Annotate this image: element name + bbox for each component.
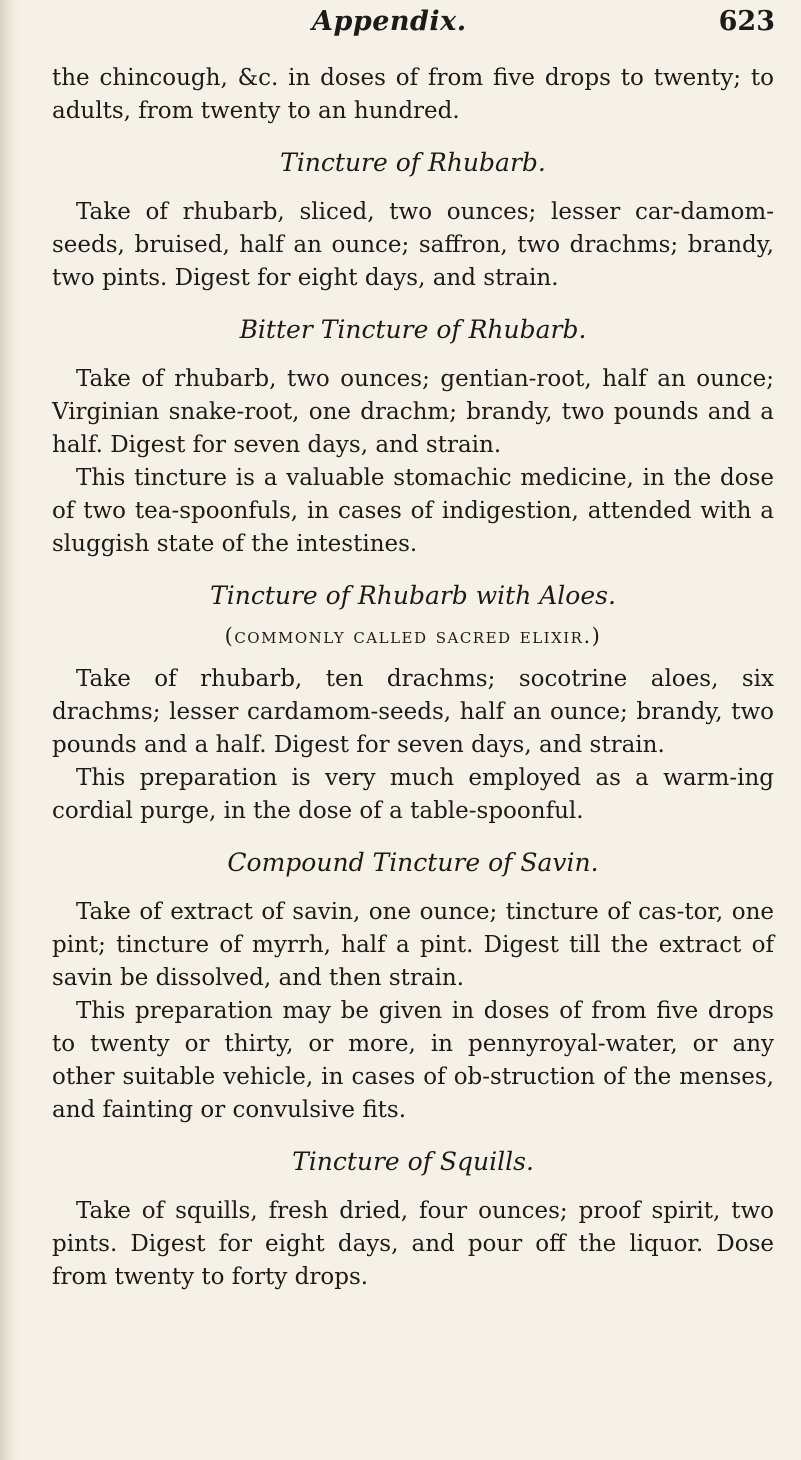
section-tincture-of-squills: [52, 1145, 774, 1294]
section-heading: Tincture of Squills.: [292, 1147, 534, 1176]
recipe-paragraph: Take of rhubarb, two ounces; gentian-root, half an ounce; Virginian snake-root, one drachm; brandy, two pounds and a half. Digest for seven days, and strain.: [52, 366, 774, 458]
section-compound-tincture-of-savin: [52, 846, 774, 1127]
recipe-paragraph: Take of extract of savin, one ounce; tincture of cas-tor, one pint; tincture of myrrh, half a pint. Digest till the extract of savin be dissolved, and then strain.: [52, 899, 774, 991]
opening-paragraph: the chincough, &c. in doses of from five drops to twenty; to adults, from twenty to an hundred.: [52, 65, 774, 124]
section-heading: Bitter Tincture of Rhubarb.: [239, 315, 587, 344]
page-header: [0, 6, 801, 46]
running-head: Appendix.: [312, 6, 467, 37]
section-heading: Tincture of Rhubarb.: [280, 148, 546, 177]
recipe-paragraph: Take of rhubarb, sliced, two ounces; lesser car-damom-seeds, bruised, half an ounce; saffron, two drachms; brandy, two pints. Digest for eight days, and strain.: [52, 199, 774, 291]
usage-paragraph: This preparation is very much employed as a warm-ing cordial purge, in the dose of a table-spoonful.: [52, 765, 774, 824]
page-gutter-shadow: [0, 0, 18, 1460]
section-heading: Compound Tincture of Savin.: [227, 848, 599, 877]
recipe-paragraph: Take of rhubarb, ten drachms; socotrine aloes, six drachms; lesser cardamom-seeds, half an ounce; brandy, two pounds and a half. Digest for seven days, and strain.: [52, 666, 774, 758]
section-tincture-of-rhubarb-with-aloes: [52, 579, 774, 828]
section-subheading: (commonly called sacred elixir.): [224, 624, 602, 648]
recipe-paragraph: Take of squills, fresh dried, four ounces; proof spirit, two pints. Digest for eight days, and pour off the liquor. Dose from twenty to forty drops.: [52, 1198, 774, 1290]
page-content: [52, 62, 774, 1294]
section-bitter-tincture-of-rhubarb: [52, 313, 774, 561]
usage-paragraph: This preparation may be given in doses of from five drops to twenty or thirty, or more, in pennyroyal-water, or any other suitable vehicle, in cases of ob-struction of the menses, and fainting or convulsive fits.: [52, 998, 774, 1123]
section-heading: Tincture of Rhubarb with Aloes.: [210, 581, 616, 610]
usage-paragraph: This tincture is a valuable stomachic medicine, in the dose of two tea-spoonfuls, in cases of indigestion, attended with a sluggish state of the intestines.: [52, 465, 774, 557]
section-tincture-of-rhubarb: [52, 146, 774, 295]
page-number: 623: [718, 6, 775, 37]
